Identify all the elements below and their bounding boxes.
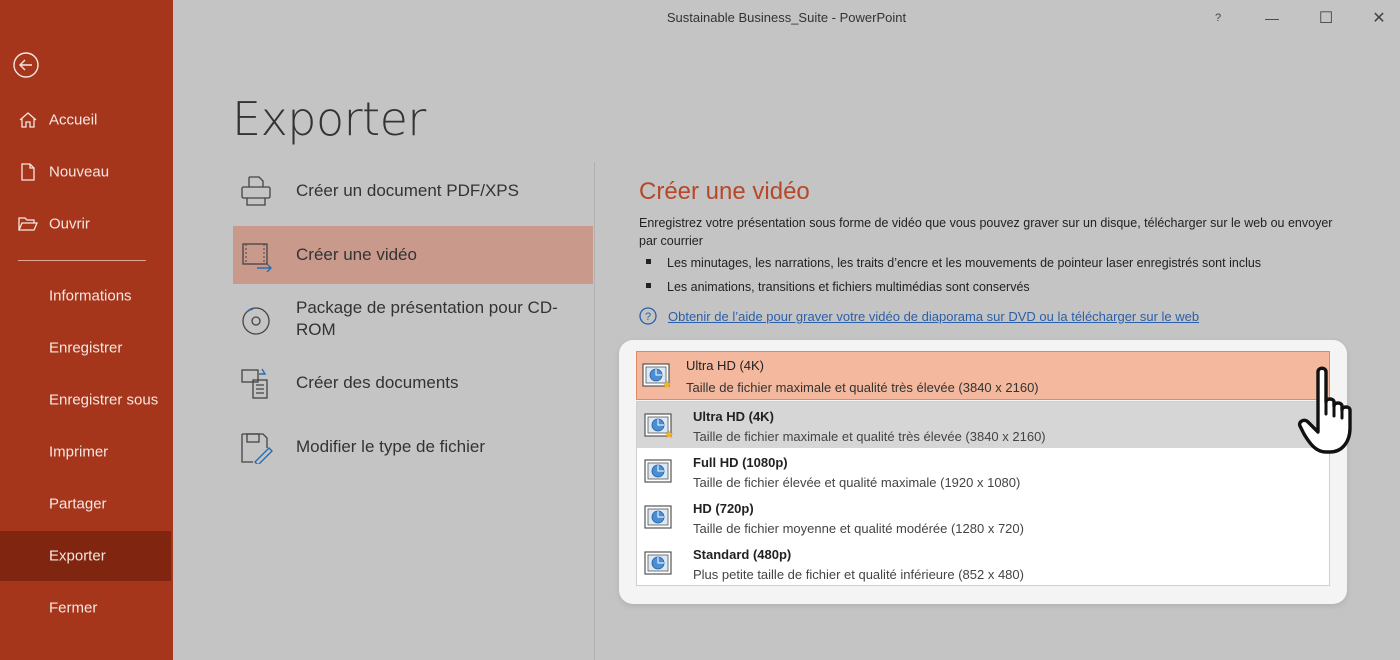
- page-title: Exporter: [232, 92, 426, 146]
- video-icon: [239, 238, 273, 272]
- quality-option-subtitle: Taille de fichier moyenne et qualité modérée (1280 x 720): [693, 521, 1024, 536]
- quality-option-title: Standard (480p): [693, 547, 792, 562]
- title-bar: [173, 0, 1400, 38]
- sidebar-item-fermer[interactable]: [0, 584, 171, 632]
- selected-quality-title: Ultra HD (4K): [686, 358, 765, 373]
- quality-option-title: Ultra HD (4K): [693, 409, 774, 424]
- export-option-label: Créer un document PDF/XPS: [296, 181, 519, 200]
- export-option-label: Package de présentation pour CD-ROM: [296, 298, 558, 339]
- video-quality-icon: [643, 502, 675, 534]
- sidebar-item-label: Fermer: [49, 599, 98, 617]
- export-option-label: Créer des documents: [296, 373, 459, 392]
- bullet-item: Les minutages, les narrations, les traits d’encre et les mouvements de pointeur laser enregistrés sont inclus: [646, 256, 1261, 270]
- sidebar-item-exporter[interactable]: [0, 531, 171, 581]
- export-option-cd[interactable]: [233, 290, 593, 348]
- close-button[interactable]: ✕: [1372, 10, 1386, 27]
- help-circle-icon: [639, 307, 657, 325]
- sidebar-item-ouvrir[interactable]: [0, 200, 171, 248]
- window-title: Sustainable Business_Suite - PowerPoint: [666, 10, 907, 25]
- new-file-icon: [18, 162, 38, 182]
- video-quality-4k-icon: [641, 360, 673, 392]
- quality-dropdown[interactable]: [636, 351, 1330, 400]
- video-quality-icon: [643, 548, 675, 580]
- quality-option-standard[interactable]: [637, 540, 1329, 586]
- sidebar-item-imprimer[interactable]: [0, 428, 171, 476]
- sidebar-item-enregistrer-sous[interactable]: [0, 376, 171, 424]
- quality-option-title: HD (720p): [693, 501, 754, 516]
- minimize-button[interactable]: —: [1265, 10, 1279, 26]
- quality-option-subtitle: Taille de fichier maximale et qualité très élevée (3840 x 2160): [693, 429, 1046, 444]
- quality-option-ultra-hd[interactable]: [637, 402, 1329, 448]
- video-quality-icon: [643, 456, 675, 488]
- panel-divider: [594, 162, 595, 660]
- export-option-label: Modifier le type de fichier: [296, 437, 485, 456]
- quality-option-title: Full HD (1080p): [693, 455, 788, 470]
- sidebar-item-label: Informations: [49, 287, 132, 305]
- export-option-label: Créer une vidéo: [296, 245, 417, 264]
- sidebar-item-label: Partager: [49, 495, 107, 513]
- quality-option-subtitle: Taille de fichier élevée et qualité maximale (1920 x 1080): [693, 475, 1021, 490]
- back-arrow-icon[interactable]: [13, 52, 39, 78]
- bullet-item: Les animations, transitions et fichiers multimédias sont conservés: [646, 280, 1030, 294]
- sidebar-item-informations[interactable]: [0, 272, 171, 320]
- sidebar-item-enregistrer[interactable]: [0, 324, 171, 372]
- sidebar-item-label: Nouveau: [49, 163, 110, 181]
- video-quality-4k-icon: [643, 410, 675, 442]
- quality-options-list: [636, 401, 1330, 586]
- pdf-document-icon: [239, 174, 273, 208]
- sidebar-divider: [18, 260, 146, 261]
- sidebar-item-accueil[interactable]: [0, 96, 171, 144]
- help-button[interactable]: ?: [1214, 12, 1222, 24]
- cd-icon: [239, 302, 273, 336]
- detail-title: Créer une vidéo: [639, 178, 810, 205]
- sidebar-item-partager[interactable]: [0, 480, 171, 528]
- sidebar-item-label: Ouvrir: [49, 215, 90, 233]
- sidebar-item-label: Exporter: [49, 547, 106, 565]
- sidebar-item-label: Enregistrer sous: [49, 391, 159, 409]
- quality-option-subtitle: Plus petite taille de fichier et qualité inférieure (852 x 480): [693, 567, 1024, 582]
- home-icon: [18, 110, 38, 130]
- detail-description: Enregistrez votre présentation sous forme de vidéo que vous pouvez graver sur un disque, télécharger sur le web ou envoyer par courrier: [639, 216, 1333, 248]
- sidebar-item-label: Accueil: [49, 111, 98, 129]
- hand-pointer-cursor-icon: [1296, 364, 1368, 456]
- export-option-video[interactable]: [233, 226, 593, 284]
- selected-quality-subtitle: Taille de fichier maximale et qualité très élevée (3840 x 2160): [686, 380, 1039, 395]
- backstage-sidebar: [0, 0, 173, 660]
- quality-option-hd[interactable]: [637, 494, 1329, 540]
- sidebar-item-label: Imprimer: [49, 443, 109, 461]
- help-link[interactable]: Obtenir de l’aide pour graver votre vidéo de diaporama sur DVD ou la télécharger sur le web: [668, 309, 1200, 324]
- svg-text:?: ?: [644, 311, 652, 323]
- handouts-icon: [239, 366, 273, 400]
- export-option-handouts[interactable]: [233, 354, 593, 412]
- quality-option-full-hd[interactable]: [637, 448, 1329, 494]
- folder-open-icon: [18, 214, 38, 234]
- export-option-file-type[interactable]: [233, 418, 593, 476]
- sidebar-item-nouveau[interactable]: [0, 148, 171, 196]
- file-type-icon: [239, 430, 273, 464]
- maximize-button[interactable]: ☐: [1318, 10, 1334, 27]
- export-option-pdf[interactable]: [233, 162, 593, 220]
- sidebar-item-label: Enregistrer: [49, 339, 123, 357]
